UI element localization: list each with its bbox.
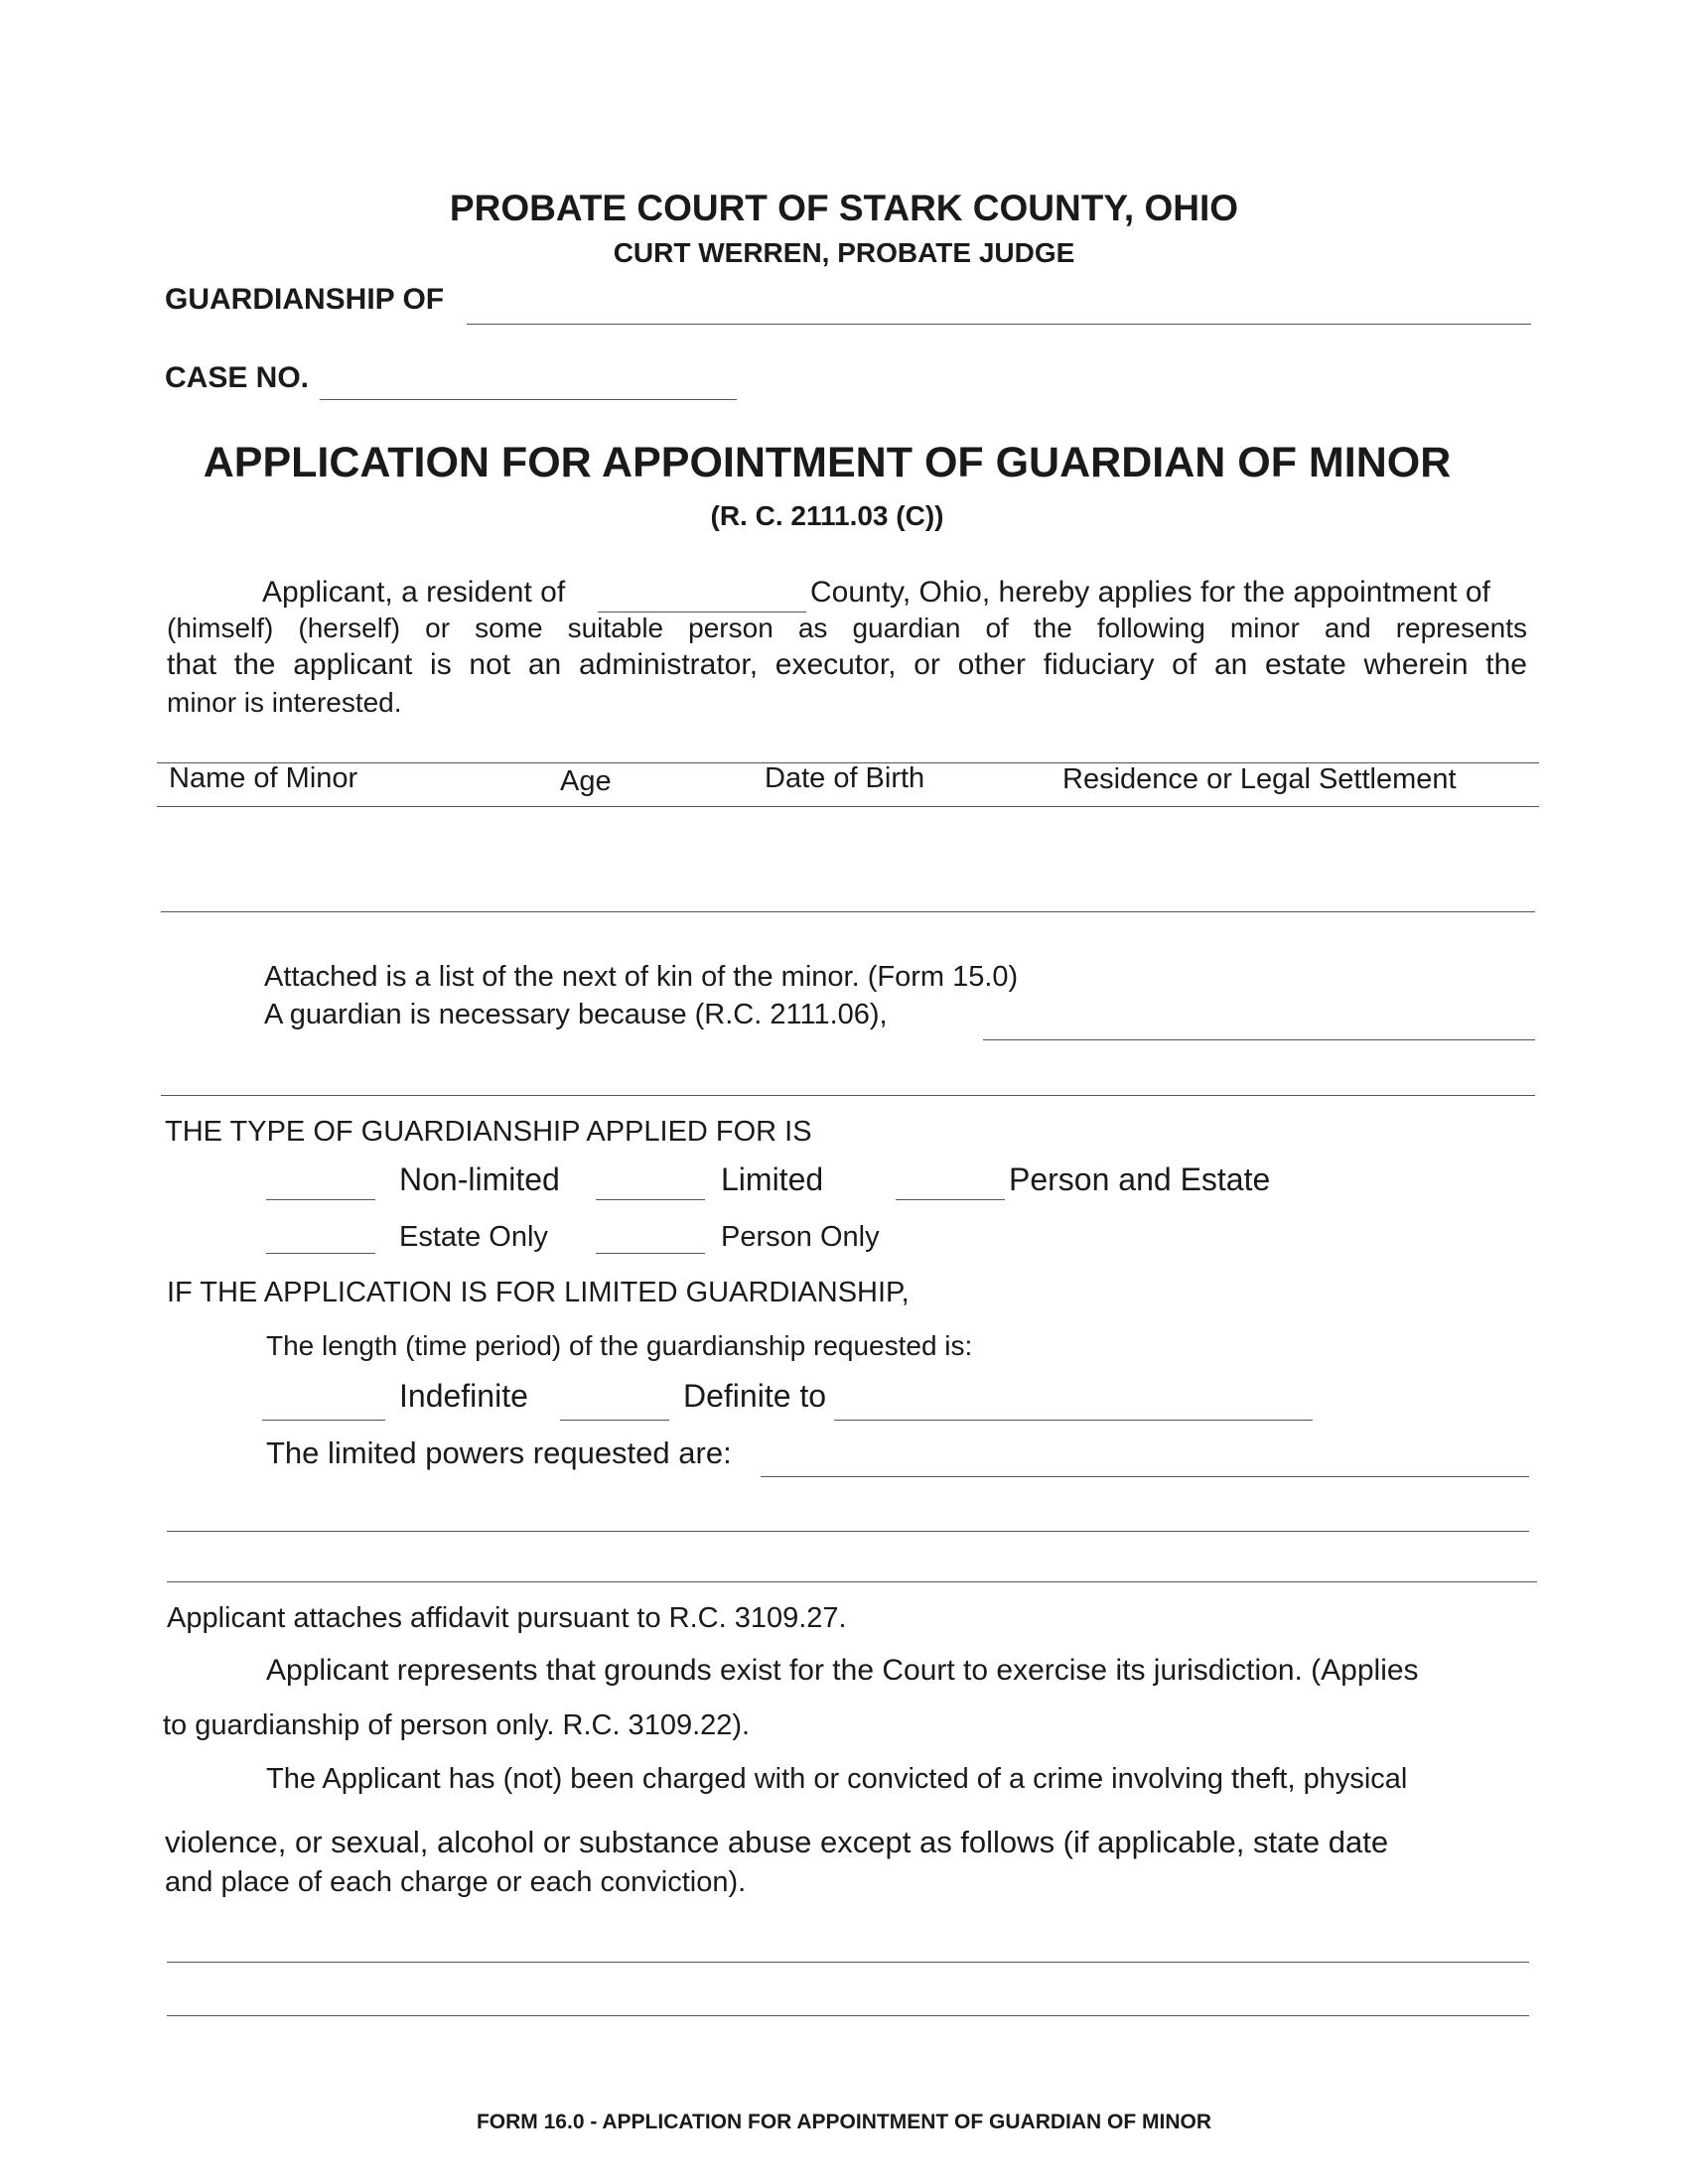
column-name-of-minor: Name of Minor: [169, 762, 358, 794]
grounds-line-2: to guardianship of person only. R.C. 3109.22).: [163, 1709, 751, 1741]
court-name: PROBATE COURT OF STARK COUNTY, OHIO: [449, 188, 1239, 228]
crime-line-2: violence, or sexual, alcohol or substance abuse except as follows (if applicable, state date: [165, 1825, 1389, 1859]
guardianship-type-heading: THE TYPE OF GUARDIANSHIP APPLIED FOR IS: [165, 1116, 812, 1148]
definite-blank[interactable]: [560, 1420, 669, 1421]
person-only-blank[interactable]: [596, 1253, 705, 1254]
indefinite-blank[interactable]: [262, 1420, 385, 1421]
option-non-limited: Non-limited: [399, 1161, 560, 1197]
option-person-and-estate: Person and Estate: [1009, 1161, 1271, 1197]
conviction-details-field-2[interactable]: [167, 2015, 1529, 2016]
person-and-estate-blank[interactable]: [896, 1199, 1005, 1200]
limited-heading: IF THE APPLICATION IS FOR LIMITED GUARDIANSHIP,: [167, 1277, 910, 1308]
guardianship-of-label: GUARDIANSHIP OF: [165, 283, 445, 316]
crime-line-3: and place of each charge or each conviction).: [165, 1866, 747, 1898]
kin-necessary-text: A guardian is necessary because (R.C. 2111.06),: [264, 999, 888, 1030]
case-number-label: CASE NO.: [165, 361, 310, 394]
length-label: The length (time period) of the guardianship requested is:: [266, 1330, 973, 1361]
form-title: APPLICATION FOR APPOINTMENT OF GUARDIAN OF MINOR: [203, 439, 1452, 486]
option-indefinite: Indefinite: [399, 1378, 528, 1414]
intro-line2: (himself) (herself) or some suitable person as guardian of the following minor and represents: [167, 613, 1527, 643]
option-estate-only: Estate Only: [399, 1221, 548, 1253]
kin-attached-text: Attached is a list of the next of kin of the minor. (Form 15.0): [264, 961, 1019, 993]
intro-line1-end: County, Ohio, hereby applies for the appointment of: [810, 576, 1490, 609]
intro-line4: minor is interested.: [167, 687, 402, 718]
necessity-reason-field[interactable]: [983, 1039, 1535, 1040]
affidavit-text: Applicant attaches affidavit pursuant to R.C. 3109.27.: [167, 1602, 847, 1634]
intro-line1-start: Applicant, a resident of: [262, 576, 566, 609]
option-definite-to: Definite to: [683, 1378, 827, 1414]
conviction-details-field[interactable]: [167, 1962, 1529, 1963]
minor-entry-field[interactable]: [161, 911, 1535, 912]
non-limited-blank[interactable]: [266, 1199, 375, 1200]
option-person-only: Person Only: [721, 1221, 880, 1253]
limited-powers-field[interactable]: [761, 1476, 1529, 1477]
form-footer: FORM 16.0 - APPLICATION FOR APPOINTMENT OF GUARDIAN OF MINOR: [476, 2111, 1212, 2133]
section-divider-rule: [167, 1581, 1537, 1582]
column-date-of-birth: Date of Birth: [765, 762, 925, 794]
minor-table-header-rule: [157, 806, 1539, 807]
column-residence: Residence or Legal Settlement: [1062, 763, 1457, 795]
judge-name: CURT WERREN, PROBATE JUDGE: [613, 237, 1075, 268]
guardianship-of-field[interactable]: [467, 324, 1531, 325]
estate-only-blank[interactable]: [266, 1253, 375, 1254]
crime-line-1: The Applicant has (not) been charged with or convicted of a crime involving theft, physical: [266, 1763, 1408, 1795]
definite-date-field[interactable]: [834, 1420, 1313, 1421]
intro-line3: that the applicant is not an administrator, executor, or other fiduciary of an estate wherein the: [167, 648, 1527, 681]
form-statute: (R. C. 2111.03 (C)): [710, 500, 944, 531]
limited-blank[interactable]: [596, 1199, 705, 1200]
grounds-line-1: Applicant represents that grounds exist for the Court to exercise its jurisdiction. (Applies: [266, 1654, 1419, 1687]
column-age: Age: [560, 765, 612, 797]
option-limited: Limited: [721, 1161, 824, 1197]
limited-powers-field-2[interactable]: [167, 1531, 1529, 1532]
case-number-field[interactable]: [320, 399, 737, 400]
necessity-reason-field-2[interactable]: [161, 1095, 1535, 1096]
limited-powers-label: The limited powers requested are:: [266, 1435, 732, 1470]
